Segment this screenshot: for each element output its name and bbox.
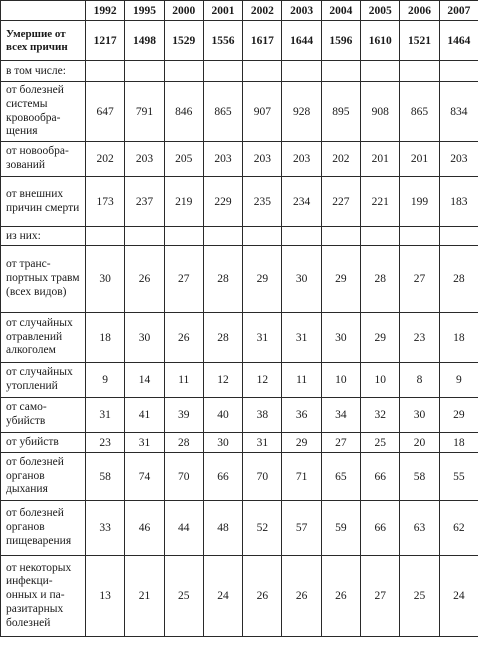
cell-value: 39: [164, 398, 203, 433]
section-including-label: в том числе:: [1, 61, 86, 82]
year-header-row: [1, 1, 478, 21]
cell-value: 25: [164, 556, 203, 637]
empty-cell: [243, 61, 282, 82]
total-value: 1464: [439, 21, 478, 61]
cell-value: 27: [400, 246, 439, 313]
cell-value: 791: [125, 82, 164, 142]
cell-value: 31: [243, 313, 282, 363]
empty-cell: [282, 227, 321, 246]
empty-cell: [439, 61, 478, 82]
cell-value: 203: [282, 142, 321, 177]
cell-value: 36: [282, 398, 321, 433]
cell-value: 20: [400, 433, 439, 453]
cell-value: 201: [400, 142, 439, 177]
empty-cell: [203, 227, 242, 246]
cell-value: 28: [164, 433, 203, 453]
total-value: 1617: [243, 21, 282, 61]
cell-value: 31: [243, 433, 282, 453]
table-row: [1, 398, 478, 433]
cell-value: 29: [282, 433, 321, 453]
cell-value: 14: [125, 363, 164, 398]
empty-cell: [125, 61, 164, 82]
cell-value: 30: [282, 246, 321, 313]
cell-value: 13: [86, 556, 125, 637]
cell-value: 66: [361, 501, 400, 556]
empty-cell: [243, 227, 282, 246]
empty-cell: [86, 61, 125, 82]
cell-value: 57: [282, 501, 321, 556]
total-label: Умершие от всех причин: [1, 21, 86, 61]
cell-value: 29: [243, 246, 282, 313]
total-value: 1556: [203, 21, 242, 61]
section-of-them: [1, 227, 478, 246]
cell-value: 24: [203, 556, 242, 637]
total-value: 1644: [282, 21, 321, 61]
cell-value: 23: [400, 313, 439, 363]
cell-value: 11: [282, 363, 321, 398]
cell-value: 25: [361, 433, 400, 453]
cell-value: 30: [203, 433, 242, 453]
cell-value: 221: [361, 177, 400, 227]
cell-value: 71: [282, 453, 321, 501]
cell-value: 44: [164, 501, 203, 556]
empty-cell: [400, 227, 439, 246]
year-header: 2006: [400, 1, 439, 21]
cell-value: 74: [125, 453, 164, 501]
section-of-them-label: из них:: [1, 227, 86, 246]
cell-value: 70: [243, 453, 282, 501]
cell-value: 65: [321, 453, 360, 501]
empty-cell: [125, 227, 164, 246]
cell-value: 846: [164, 82, 203, 142]
cell-value: 27: [164, 246, 203, 313]
empty-cell: [203, 61, 242, 82]
cell-value: 908: [361, 82, 400, 142]
cell-value: 199: [400, 177, 439, 227]
cell-value: 55: [439, 453, 478, 501]
table-row: [1, 246, 478, 313]
cell-value: 28: [203, 246, 242, 313]
row-label: от само-убийств: [1, 398, 86, 433]
cell-value: 30: [400, 398, 439, 433]
cell-value: 28: [361, 246, 400, 313]
cell-value: 205: [164, 142, 203, 177]
cell-value: 9: [439, 363, 478, 398]
year-header: 2000: [164, 1, 203, 21]
year-header: 2007: [439, 1, 478, 21]
cell-value: 28: [439, 246, 478, 313]
cell-value: 38: [243, 398, 282, 433]
cell-value: 8: [400, 363, 439, 398]
empty-cell: [164, 61, 203, 82]
cell-value: 26: [282, 556, 321, 637]
row-label: от убийств: [1, 433, 86, 453]
cell-value: 18: [86, 313, 125, 363]
cell-value: 12: [203, 363, 242, 398]
cell-value: 229: [203, 177, 242, 227]
year-header: 1992: [86, 1, 125, 21]
cell-value: 647: [86, 82, 125, 142]
cell-value: 40: [203, 398, 242, 433]
cell-value: 26: [321, 556, 360, 637]
cell-value: 52: [243, 501, 282, 556]
table-row: [1, 433, 478, 453]
empty-cell: [439, 227, 478, 246]
total-value: 1529: [164, 21, 203, 61]
cell-value: 24: [439, 556, 478, 637]
cell-value: 62: [439, 501, 478, 556]
cell-value: 865: [203, 82, 242, 142]
cell-value: 31: [86, 398, 125, 433]
empty-cell: [400, 61, 439, 82]
cell-value: 11: [164, 363, 203, 398]
year-header: 2004: [321, 1, 360, 21]
total-value: 1610: [361, 21, 400, 61]
row-label: от случайных отравлений алкоголем: [1, 313, 86, 363]
cell-value: 58: [400, 453, 439, 501]
cell-value: 41: [125, 398, 164, 433]
cell-value: 46: [125, 501, 164, 556]
row-label: от некоторых инфекци-онных и па-разитарных болезней: [1, 556, 86, 637]
cell-value: 219: [164, 177, 203, 227]
cell-value: 27: [361, 556, 400, 637]
cell-value: 227: [321, 177, 360, 227]
cell-value: 237: [125, 177, 164, 227]
cell-value: 907: [243, 82, 282, 142]
table-row: [1, 177, 478, 227]
cell-value: 58: [86, 453, 125, 501]
cell-value: 10: [361, 363, 400, 398]
cell-value: 26: [243, 556, 282, 637]
cell-value: 30: [125, 313, 164, 363]
cell-value: 48: [203, 501, 242, 556]
cell-value: 9: [86, 363, 125, 398]
table-row: [1, 363, 478, 398]
cell-value: 203: [125, 142, 164, 177]
cell-value: 10: [321, 363, 360, 398]
total-value: 1217: [86, 21, 125, 61]
year-header: 2002: [243, 1, 282, 21]
cell-value: 26: [164, 313, 203, 363]
cell-value: 29: [361, 313, 400, 363]
cell-value: 34: [321, 398, 360, 433]
table-row: [1, 313, 478, 363]
cell-value: 18: [439, 433, 478, 453]
empty-cell: [361, 61, 400, 82]
cell-value: 183: [439, 177, 478, 227]
empty-cell: [361, 227, 400, 246]
cell-value: 203: [243, 142, 282, 177]
row-label: от внешних причин смерти: [1, 177, 86, 227]
cell-value: 63: [400, 501, 439, 556]
cell-value: 895: [321, 82, 360, 142]
cell-value: 173: [86, 177, 125, 227]
cell-value: 25: [400, 556, 439, 637]
cell-value: 202: [86, 142, 125, 177]
row-label: от новообра-зований: [1, 142, 86, 177]
cell-value: 59: [321, 501, 360, 556]
year-header: 1995: [125, 1, 164, 21]
cell-value: 203: [439, 142, 478, 177]
cell-value: 234: [282, 177, 321, 227]
cell-value: 32: [361, 398, 400, 433]
cell-value: 18: [439, 313, 478, 363]
total-value: 1521: [400, 21, 439, 61]
empty-cell: [282, 61, 321, 82]
cell-value: 26: [125, 246, 164, 313]
section-including: [1, 61, 478, 82]
table-row: [1, 501, 478, 556]
year-header: 2003: [282, 1, 321, 21]
corner-cell: [1, 1, 86, 21]
table-body: [1, 1, 478, 637]
empty-cell: [86, 227, 125, 246]
empty-cell: [321, 227, 360, 246]
cell-value: 28: [203, 313, 242, 363]
cell-value: 202: [321, 142, 360, 177]
row-label: от болезней органов дыхания: [1, 453, 86, 501]
table-row: [1, 556, 478, 637]
cell-value: 201: [361, 142, 400, 177]
table-row: [1, 142, 478, 177]
year-header: 2001: [203, 1, 242, 21]
cell-value: 70: [164, 453, 203, 501]
cell-value: 21: [125, 556, 164, 637]
table-row: [1, 453, 478, 501]
table-row: [1, 82, 478, 142]
row-label: от болезней органов пищеварения: [1, 501, 86, 556]
cell-value: 66: [203, 453, 242, 501]
cell-value: 834: [439, 82, 478, 142]
cell-value: 865: [400, 82, 439, 142]
cell-value: 235: [243, 177, 282, 227]
cell-value: 29: [321, 246, 360, 313]
cell-value: 23: [86, 433, 125, 453]
cell-value: 30: [321, 313, 360, 363]
row-label: от случайных утоплений: [1, 363, 86, 398]
cell-value: 30: [86, 246, 125, 313]
cell-value: 12: [243, 363, 282, 398]
cell-value: 27: [321, 433, 360, 453]
cell-value: 33: [86, 501, 125, 556]
year-header: 2005: [361, 1, 400, 21]
cell-value: 66: [361, 453, 400, 501]
empty-cell: [164, 227, 203, 246]
total-value: 1596: [321, 21, 360, 61]
total-value: 1498: [125, 21, 164, 61]
cell-value: 928: [282, 82, 321, 142]
cell-value: 203: [203, 142, 242, 177]
cell-value: 31: [282, 313, 321, 363]
empty-cell: [321, 61, 360, 82]
row-label: от транс-портных травм (всех видов): [1, 246, 86, 313]
cell-value: 29: [439, 398, 478, 433]
cell-value: 31: [125, 433, 164, 453]
row-label: от болезней системы кровообра-щения: [1, 82, 86, 142]
total-row: [1, 21, 478, 61]
